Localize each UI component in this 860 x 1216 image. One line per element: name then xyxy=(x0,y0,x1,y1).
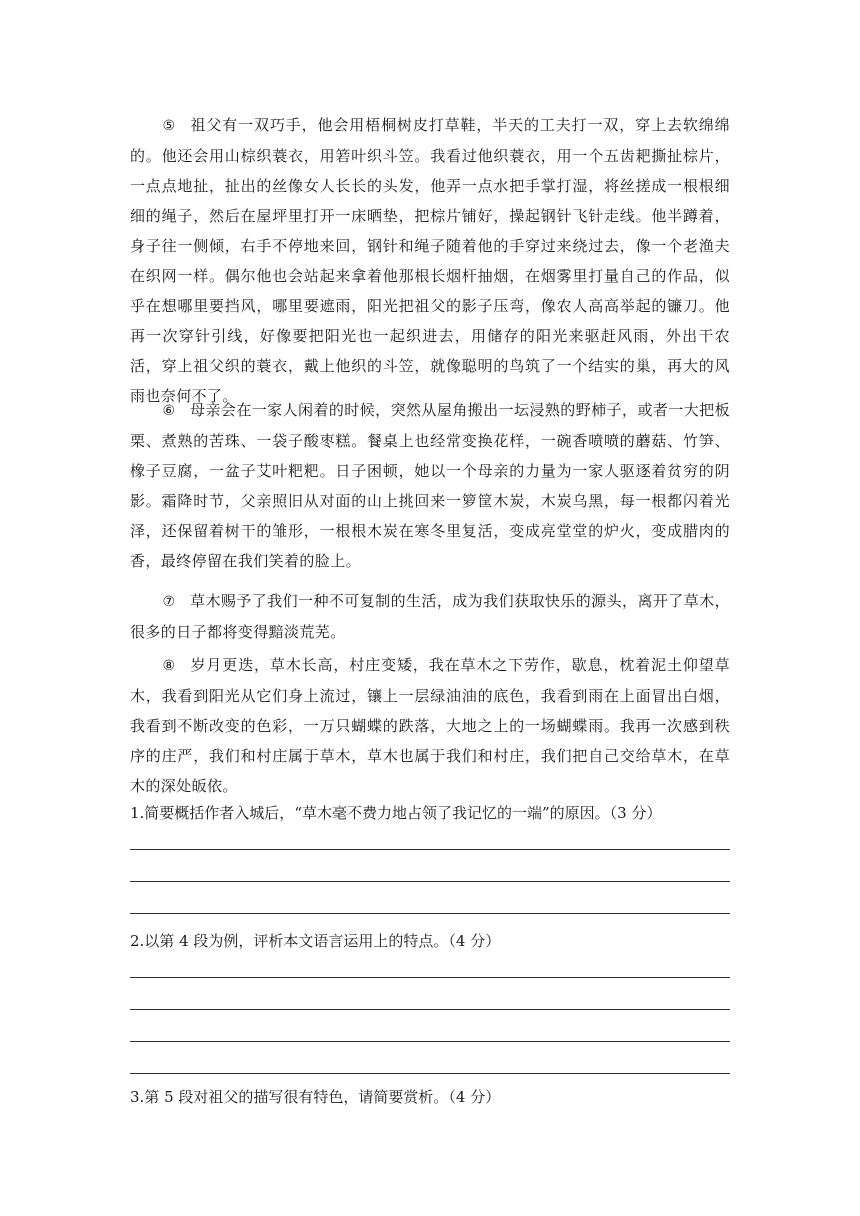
answer-line[interactable] xyxy=(130,1073,730,1074)
paragraph-text: 岁月更迭，草木长高，村庄变矮，我在草木之下劳作，歇息，枕着泥土仰望草木，我看到阳光从它们身上流过，镶上一层绿油油的底色，我看到雨在上面冒出白烟，我看到不断改变的色彩，一万只蝴蝶的跌落，大地之上的一场蝴蝶雨。我再一次感到秩序的庄严，我们和村庄属于草木，草木也属于我们和村庄，我们把自己交给草木，在草木的深处皈依。 xyxy=(130,656,730,795)
question-3: 3.第 5 段对祖父的描写很有特色，请简要赏析。（4 分） xyxy=(130,1088,501,1106)
paragraph-text: 祖父有一双巧手，他会用梧桐树皮打草鞋，半天的工夫打一双，穿上去软绵绵的。他还会用山棕织蓑衣，用箬叶织斗笠。我看过他织蓑衣，用一个五齿耙撕扯棕片，一点点地扯，扯出的丝像女人长长的头发，他弄一点水把手掌打湿，将丝搓成一根根细细的绳子，然后在屋坪里打开一床晒垫，把棕片铺好，操起钢针飞针走线。他半蹲着，身子往一侧倾，右手不停地来回，钢针和绳子随着他的手穿过来绕过去，像一个老渔夫在织网一样。偶尔他也会站起来拿着他那根长烟杆抽烟，在烟雾里打量自己的作品，似乎在想哪里要挡风，哪里要遮雨，阳光把祖父的影子压弯，像农人高高举起的镰刀。他再一次穿针引线，好像要把阳光也一起织进去，用储存的阳光来驱赶风雨，外出干农活，穿上祖父织的蓑衣，戴上他织的斗笠，就像聪明的鸟筑了一个结实的巢，再大的风雨也奈何不了。 xyxy=(130,116,730,405)
paragraph-text: 草木赐予了我们一种不可复制的生活，成为我们获取快乐的源头，离开了草木，很多的日子都将变得黯淡荒芜。 xyxy=(130,592,730,641)
paragraph-number: ⑤ xyxy=(162,118,176,134)
paragraph-text: 母亲会在一家人闲着的时候，突然从屋角搬出一坛浸熟的野柿子，或者一大把板栗、煮熟的苦珠、一袋子酸枣糕。餐桌上也经常变换花样，一碗香喷喷的蘑菇、竹笋、橡子豆腐，一盆子艾叶粑粑。日子困顿，她以一个母亲的力量为一家人驱逐着贫穷的阴影。霜降时节，父亲照旧从对面的山上挑回来一箩筐木炭，木炭乌黑，每一根都闪着光泽，还保留着树干的雏形，一根根木炭在寒冬里复活，变成亮堂堂的炉火，变成腊肉的香，最终停留在我们笑着的脸上。 xyxy=(130,401,730,570)
paragraph-6 xyxy=(130,395,730,576)
paragraph-5 xyxy=(130,110,730,411)
answer-line[interactable] xyxy=(130,849,730,850)
paragraph-number: ⑧ xyxy=(162,658,176,674)
answer-line[interactable] xyxy=(130,1009,730,1010)
paragraph-number: ⑦ xyxy=(162,594,176,610)
question-2: 2.以第 4 段为例，评析本文语言运用上的特点。（4 分） xyxy=(130,932,501,950)
paragraph-7 xyxy=(130,586,730,647)
paragraph-8 xyxy=(130,650,730,801)
question-1: 1.简要概括作者入城后，“草木毫不费力地占领了我记忆的一端”的原因。（3 分） xyxy=(130,804,662,822)
answer-line[interactable] xyxy=(130,977,730,978)
answer-line[interactable] xyxy=(130,881,730,882)
answer-line[interactable] xyxy=(130,913,730,914)
answer-line[interactable] xyxy=(130,1041,730,1042)
paragraph-number: ⑥ xyxy=(162,403,176,419)
